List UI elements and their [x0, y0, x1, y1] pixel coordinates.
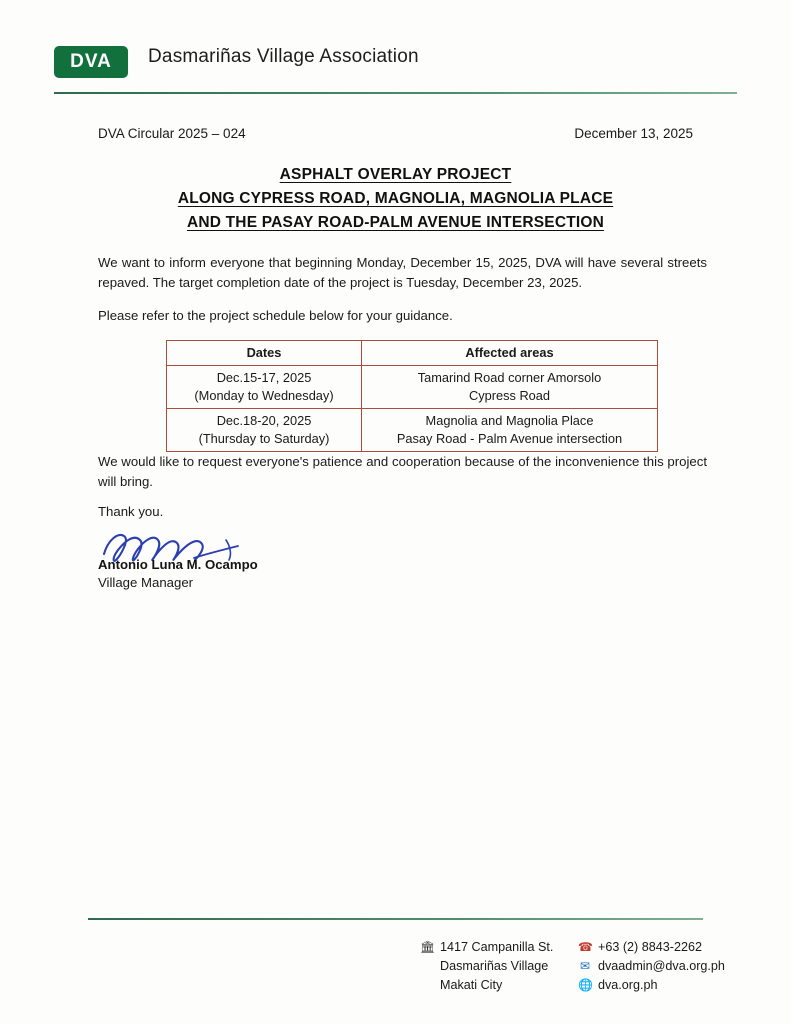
cell-dates-line-1: Dec.15-17, 2025 [216, 370, 312, 385]
cell-dates-line-2: (Monday to Wednesday) [194, 388, 334, 403]
address-line-3: Makati City [440, 978, 503, 992]
footer-address [420, 938, 553, 995]
footer-contact [578, 938, 725, 995]
cell-dates-line-2: (Thursday to Saturday) [198, 431, 330, 446]
footer-website-row[interactable] [578, 976, 725, 995]
footer [0, 938, 791, 1018]
cell-areas-line-1: Tamarind Road corner Amorsolo [417, 370, 602, 385]
signatory-name: Antonio Luna M. Ocampo [98, 557, 258, 572]
signature-block [98, 524, 428, 604]
cell-dates [167, 409, 362, 452]
paragraph-thanks: Thank you. [98, 504, 164, 519]
footer-address-line-1 [420, 938, 553, 957]
table-row [167, 366, 658, 409]
cell-areas-line-2: Cypress Road [468, 388, 551, 403]
column-header-areas: Affected areas [362, 341, 658, 366]
phone-number: +63 (2) 8843-2262 [598, 940, 702, 954]
title-line-3: AND THE PASAY ROAD-PALM AVENUE INTERSECTION [186, 214, 605, 231]
header-divider [54, 92, 737, 94]
title-line-2: ALONG CYPRESS ROAD, MAGNOLIA, MAGNOLIA PLACE [177, 190, 614, 207]
dva-logo [54, 46, 128, 78]
table-header-row [167, 341, 658, 366]
organization-name: Dasmariñas Village Association [148, 46, 419, 67]
address-line-1: 1417 Campanilla St. [440, 940, 554, 954]
cell-areas-line-1: Magnolia and Magnolia Place [425, 413, 594, 428]
email-address[interactable]: dvaadmin@dva.org.ph [598, 959, 725, 973]
title-line-1: ASPHALT OVERLAY PROJECT [279, 166, 512, 183]
circular-number: DVA Circular 2025 – 024 [98, 126, 246, 141]
schedule-table [166, 340, 658, 452]
paragraph-refer: Please refer to the project schedule below for your guidance. [98, 308, 453, 323]
letterhead [54, 40, 737, 100]
logo-text: DVA [70, 51, 112, 72]
website-url[interactable]: dva.org.ph [598, 978, 658, 992]
circular-date: December 13, 2025 [574, 126, 693, 141]
paragraph-apology: We would like to request everyone's patience and cooperation because of the inconvenience this project will bring. [98, 454, 707, 489]
footer-address-line-3 [420, 976, 553, 995]
signatory-position: Village Manager [98, 575, 194, 590]
paragraph-intro: We want to inform everyone that beginning Monday, December 15, 2025, DVA will have several streets repaved. The target completion date of the project is Tuesday, December 23, 2025. [98, 255, 707, 290]
address-line-2: Dasmariñas Village [440, 959, 549, 973]
document-title [98, 163, 693, 235]
building-icon: 🏛 [420, 940, 436, 954]
footer-address-line-2 [420, 957, 553, 976]
footer-email-row[interactable] [578, 957, 725, 976]
cell-dates-line-1: Dec.18-20, 2025 [216, 413, 312, 428]
footer-divider [88, 918, 703, 920]
email-icon: ✉ [579, 959, 591, 973]
cell-areas [362, 409, 658, 452]
table-row [167, 409, 658, 452]
globe-icon: 🌐 [578, 978, 593, 992]
cell-dates [167, 366, 362, 409]
phone-icon: ☎ [578, 940, 593, 954]
column-header-dates: Dates [167, 341, 362, 366]
cell-areas-line-2: Pasay Road - Palm Avenue intersection [396, 431, 623, 446]
footer-phone-row [578, 938, 725, 957]
cell-areas [362, 366, 658, 409]
